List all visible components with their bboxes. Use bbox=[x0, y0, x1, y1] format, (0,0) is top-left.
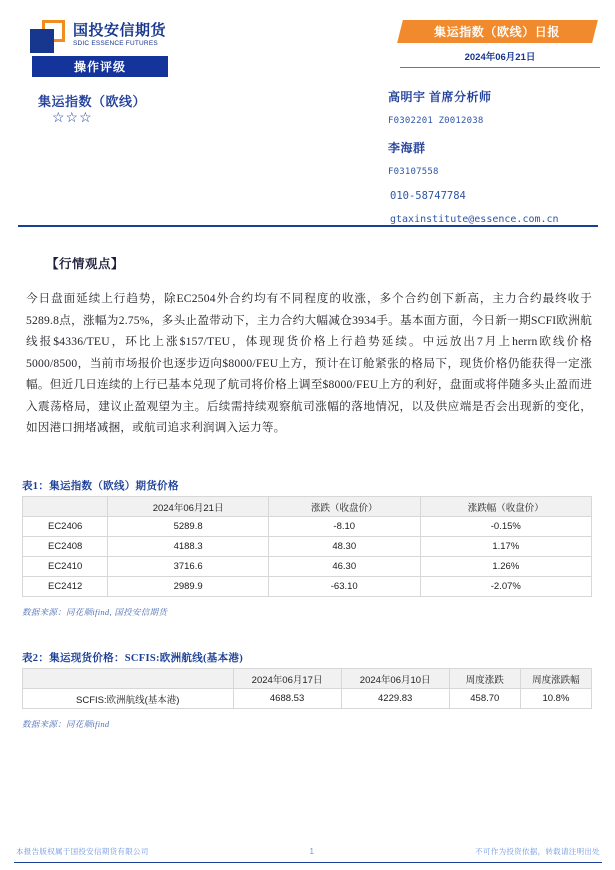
market-view-paragraph: 今日盘面延续上行趋势，除EC2504外合约均有不同程度的收涨，多个合约创下新高，主力合约最终收于5289.8点，涨幅为2.75%，多头止盈带动下，主力合约大幅减仓3934手。基本面方面，今日新一期SCFI欧洲航线报$4336/TEU，环比上涨$157/TEU，体现现货价格上行趋势延续。中远放出7月上herrn欧线价格5000/8500，当前市场报价也逐步迈向$8000/FEU上方，预计在订舱紧张的格局下，现货价格仍能获得一定涨幅。但近几日连续的上行已基本兑现了航司将价格上调至$8000/FEU上方的利好，盘面或将伴随多头止盈而进入震荡格局，建议止盈观望为主。后续需持续观察航司涨幅的落地情况，以及供应端是否会出现新的变化，如因港口拥堵减捆，或航司追求利润调入运力等。 bbox=[26, 292, 592, 434]
table1-source: 数据来源：同花顺ifind, 国投安信期货 bbox=[22, 607, 168, 617]
report-title-banner bbox=[397, 20, 598, 43]
table1-block bbox=[22, 478, 592, 618]
table1-caption: 表1：集运指数（欧线）期货价格 bbox=[22, 481, 179, 492]
analyst-code-secondary: F03107558 bbox=[388, 167, 439, 177]
table1-r3-c0: EC2412 bbox=[23, 577, 108, 597]
table1-col-3: 涨跌幅（收盘价） bbox=[420, 497, 591, 517]
table1-r1-c2: 48.30 bbox=[268, 537, 420, 557]
table2-r0-c0: SCFIS:欧洲航线(基本港) bbox=[23, 689, 234, 709]
table1-r2-c1: 3716.6 bbox=[108, 557, 269, 577]
section-title-market-view: 【行情观点】 bbox=[46, 257, 125, 271]
table2-header-row bbox=[23, 669, 592, 689]
rating-stars-icon: ☆☆☆ bbox=[52, 111, 93, 126]
table1-col-2: 涨跌（收盘价） bbox=[268, 497, 420, 517]
logo-chinese-name: 国投安信期货 bbox=[73, 22, 167, 39]
table1-r2-c0: EC2410 bbox=[23, 557, 108, 577]
table2-col-4: 周度涨跌幅 bbox=[520, 669, 591, 689]
table2-r0-c3: 458.70 bbox=[449, 689, 520, 709]
logo-navy-square-icon bbox=[30, 29, 54, 53]
table2-spot-prices bbox=[22, 668, 592, 709]
table1-futures-prices bbox=[22, 496, 592, 597]
report-header bbox=[0, 0, 615, 228]
contact-email: gtaxinstitute@essence.com.cn bbox=[390, 214, 559, 225]
table1-r0-c1: 5289.8 bbox=[108, 517, 269, 537]
table-row bbox=[23, 517, 592, 537]
rating-instrument-name: 集运指数（欧线） bbox=[38, 94, 147, 109]
analyst-name-secondary: 李海群 bbox=[388, 141, 426, 155]
analyst-name-primary: 高明宇 首席分析师 bbox=[388, 90, 492, 104]
table1-r3-c2: -63.10 bbox=[268, 577, 420, 597]
report-date: 2024年06月21日 bbox=[400, 49, 600, 68]
footer-page-number: 1 bbox=[309, 847, 315, 856]
table2-r0-c2: 4229.83 bbox=[341, 689, 449, 709]
table1-r3-c1: 2989.9 bbox=[108, 577, 269, 597]
table2-r0-c4: 10.8% bbox=[520, 689, 591, 709]
table2-source: 数据来源：同花顺ifind bbox=[22, 719, 110, 729]
table1-r0-c0: EC2406 bbox=[23, 517, 108, 537]
table1-col-0 bbox=[23, 497, 108, 517]
table-row bbox=[23, 537, 592, 557]
footer-disclaimer: 不可作为投资依据，转载请注明出处 bbox=[475, 847, 600, 856]
table1-col-1: 2024年06月21日 bbox=[108, 497, 269, 517]
contact-phone: 010-58747784 bbox=[390, 190, 466, 202]
table2-col-2: 2024年06月10日 bbox=[341, 669, 449, 689]
table1-r3-c3: -2.07% bbox=[420, 577, 591, 597]
company-logo bbox=[30, 20, 166, 54]
table2-caption: 表2：集运现货价格：SCFIS:欧洲航线(基本港) bbox=[22, 653, 244, 664]
table2-block bbox=[22, 650, 592, 730]
table2-col-0 bbox=[23, 669, 234, 689]
table1-r2-c2: 46.30 bbox=[268, 557, 420, 577]
table-row bbox=[23, 577, 592, 597]
table2-col-3: 周度涨跌 bbox=[449, 669, 520, 689]
table1-r2-c3: 1.26% bbox=[420, 557, 591, 577]
table-row bbox=[23, 557, 592, 577]
operation-rating-bar bbox=[32, 56, 168, 77]
table1-r0-c2: -8.10 bbox=[268, 517, 420, 537]
table1-r1-c0: EC2408 bbox=[23, 537, 108, 557]
header-divider bbox=[18, 225, 598, 227]
analyst-code-primary: F0302201 Z0012038 bbox=[388, 116, 484, 126]
table-row bbox=[23, 689, 592, 709]
logo-english-name: SDIC ESSENCE FUTURES bbox=[73, 39, 158, 47]
footer-copyright: 本报告版权属于国投安信期货有限公司 bbox=[16, 847, 149, 856]
table1-r1-c1: 4188.3 bbox=[108, 537, 269, 557]
operation-rating-label: 操作评级 bbox=[73, 60, 126, 74]
report-title: 集运指数（欧线）日报 bbox=[434, 25, 561, 39]
analyst-contacts bbox=[388, 88, 613, 225]
table2-r0-c1: 4688.53 bbox=[233, 689, 341, 709]
page-footer bbox=[16, 846, 600, 857]
table2-col-1: 2024年06月17日 bbox=[233, 669, 341, 689]
logo-mark-icon bbox=[30, 20, 66, 54]
table1-r0-c3: -0.15% bbox=[420, 517, 591, 537]
logo-text bbox=[73, 20, 166, 47]
footer-divider bbox=[14, 862, 602, 863]
table1-header-row bbox=[23, 497, 592, 517]
table1-r1-c3: 1.17% bbox=[420, 537, 591, 557]
